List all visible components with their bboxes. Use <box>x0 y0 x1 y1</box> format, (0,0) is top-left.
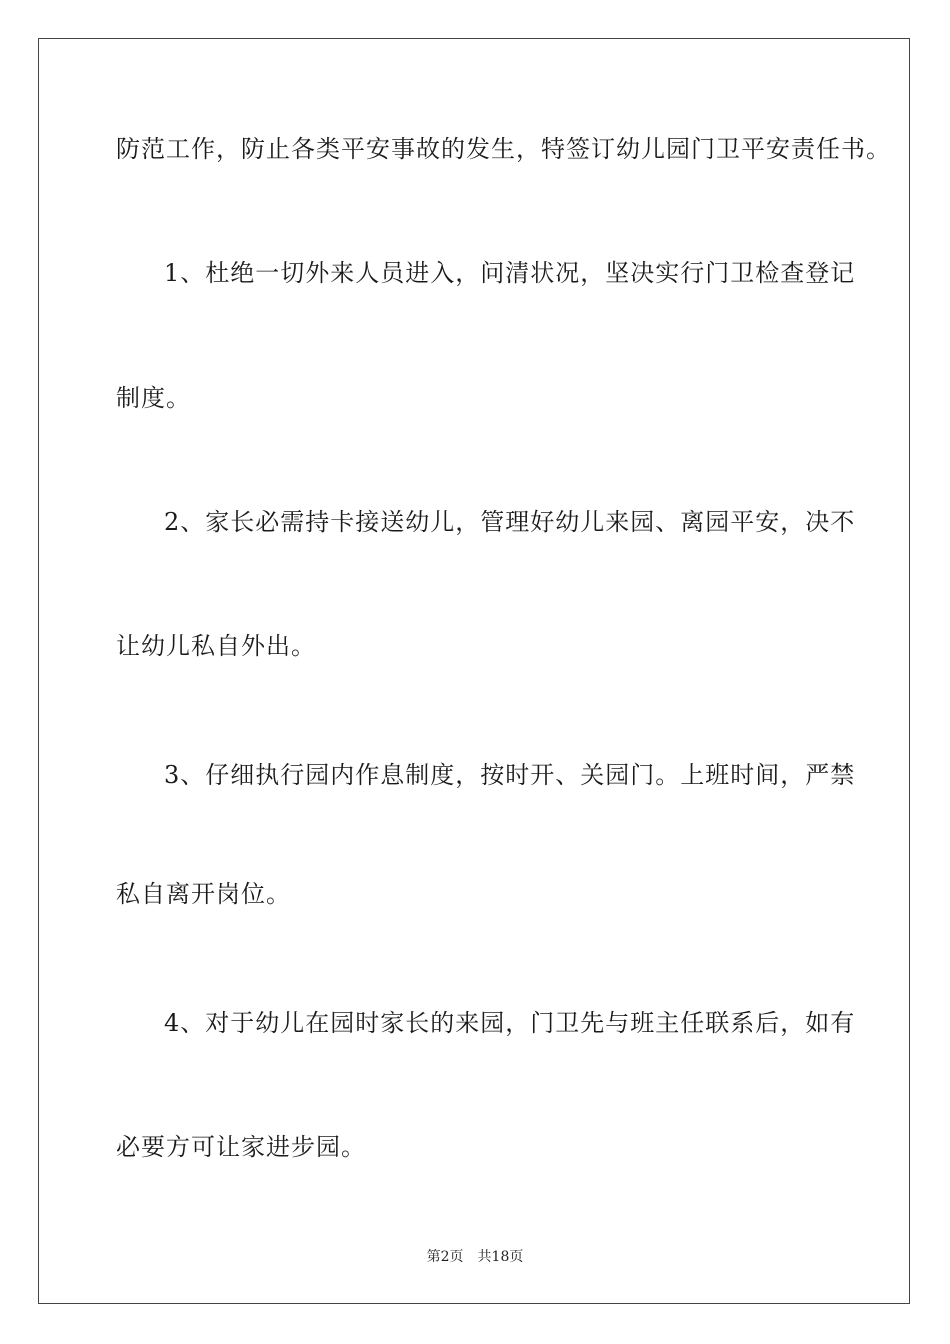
page-number: 第2页 <box>426 1249 464 1265</box>
page-border <box>38 38 910 1304</box>
paragraph-line: 1、杜绝一切外来人员进入，问清状况，坚决实行门卫检查登记 <box>164 259 856 287</box>
paragraph-line: 必要方可让家进步园。 <box>116 1133 366 1161</box>
page-total: 共18页 <box>477 1249 524 1265</box>
paragraph-line: 4、对于幼儿在园时家长的来园，门卫先与班主任联系后，如有 <box>164 1009 856 1037</box>
paragraph-line: 私自离开岗位。 <box>116 880 291 908</box>
paragraph-line: 制度。 <box>116 384 191 412</box>
page-footer <box>0 1248 950 1266</box>
paragraph-line: 3、仔细执行园内作息制度，按时开、关园门。上班时间，严禁 <box>164 761 856 789</box>
paragraph-line: 2、家长必需持卡接送幼儿，管理好幼儿来园、离园平安，决不 <box>164 508 856 536</box>
paragraph-line: 防范工作，防止各类平安事故的发生，特签订幼儿园门卫平安责任书。 <box>116 135 891 163</box>
paragraph-line: 让幼儿私自外出。 <box>116 632 316 660</box>
